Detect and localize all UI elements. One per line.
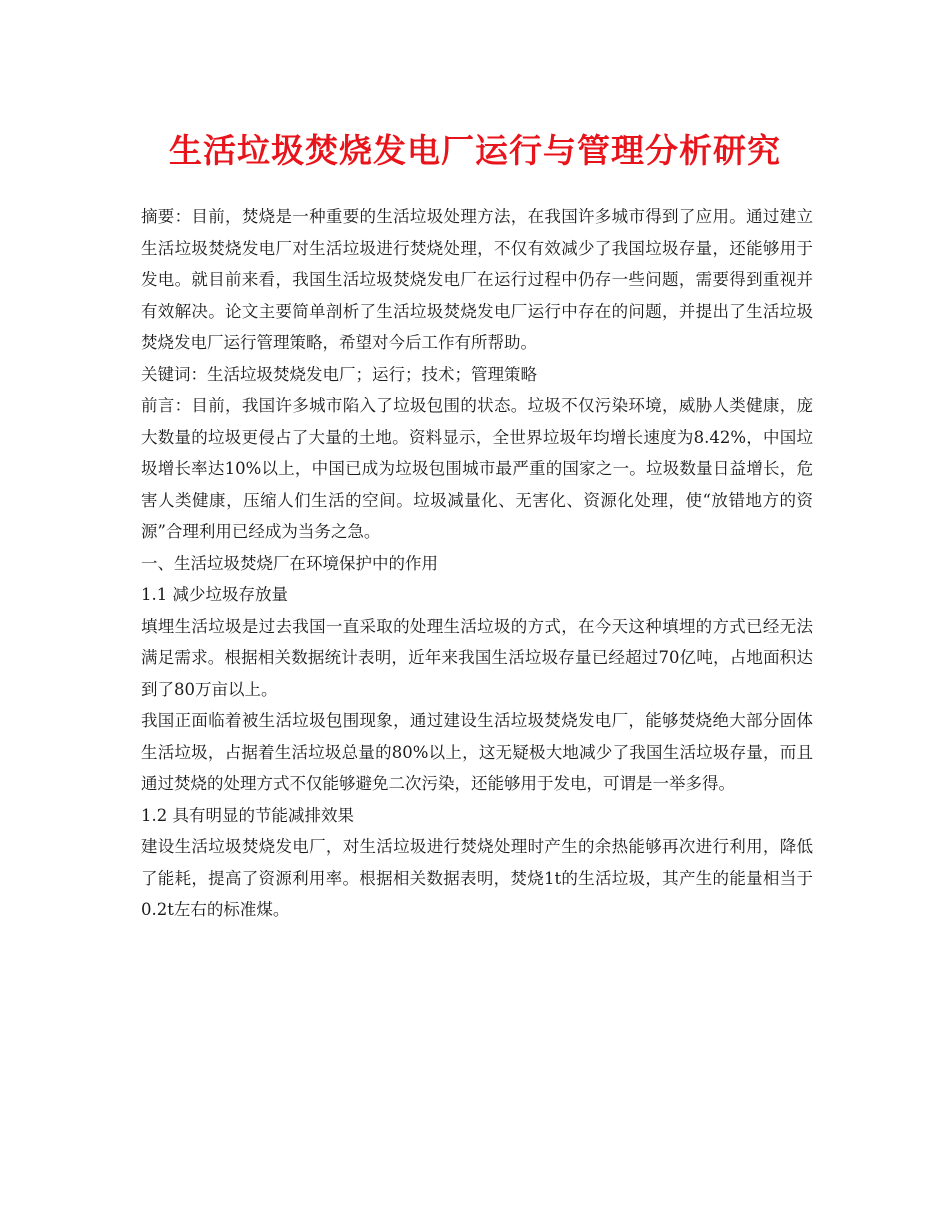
body-paragraph: 建设生活垃圾焚烧发电厂，对生活垃圾进行焚烧处理时产生的余热能够再次进行利用，降低了能耗，提高了资源利用率。根据相关数据表明，焚烧1t的生活垃圾，其产生的能量相当于0.2t左右的标准煤。 xyxy=(141,837,813,919)
body-paragraph: 填埋生活垃圾是过去我国一直采取的处理生活垃圾的方式，在今天这种填埋的方式已经无法满足需求。根据相关数据统计表明，近年来我国生活垃圾存量已经超过70亿吨，占地面积达到了80万亩以上。 xyxy=(141,616,813,699)
section-heading: 一、生活垃圾焚烧厂在环境保护中的作用 xyxy=(141,553,438,573)
document-title: 生活垃圾焚烧发电厂运行与管理分析研究 xyxy=(169,131,781,170)
keywords-paragraph: 关键词：生活垃圾焚烧发电厂；运行；技术；管理策略 xyxy=(141,364,537,384)
preface-paragraph: 前言：目前，我国许多城市陷入了垃圾包围的状态。垃圾不仅污染环境，威胁人类健康，庞大数量的垃圾更侵占了大量的土地。资料显示，全世界垃圾年均增长速度为8.42%，中国垃圾增长率达10%以上，中国已成为垃圾包围城市最严重的国家之一。垃圾数量日益增长，危害人类健康，压缩人们生活的空间。垃圾减量化、无害化、资源化处理，使“放错地方的资源”合理利用已经成为当务之急。 xyxy=(141,396,813,541)
abstract-paragraph: 摘要：目前，焚烧是一种重要的生活垃圾处理方法，在我国许多城市得到了应用。通过建立生活垃圾焚烧发电厂对生活垃圾进行焚烧处理，不仅有效减少了我国垃圾存量，还能够用于发电。就目前来看，我国生活垃圾焚烧发电厂在运行过程中仍存一些问题，需要得到重视并有效解决。论文主要简单剖析了生活垃圾焚烧发电厂运行中存在的问题，并提出了生活垃圾焚烧发电厂运行管理策略，希望对今后工作有所帮助。 xyxy=(141,207,813,352)
document-body xyxy=(141,201,813,926)
subsection-heading: 1.1 减少垃圾存放量 xyxy=(141,585,288,604)
subsection-heading: 1.2 具有明显的节能减排效果 xyxy=(141,805,354,825)
body-paragraph: 我国正面临着被生活垃圾包围现象，通过建设生活垃圾焚烧发电厂，能够焚烧绝大部分固体生活垃圾，占据着生活垃圾总量的80%以上，这无疑极大地减少了我国生活垃圾存量，而且通过焚烧的处理方式不仅能够避免二次污染，还能够用于发电，可谓是一举多得。 xyxy=(141,711,813,793)
